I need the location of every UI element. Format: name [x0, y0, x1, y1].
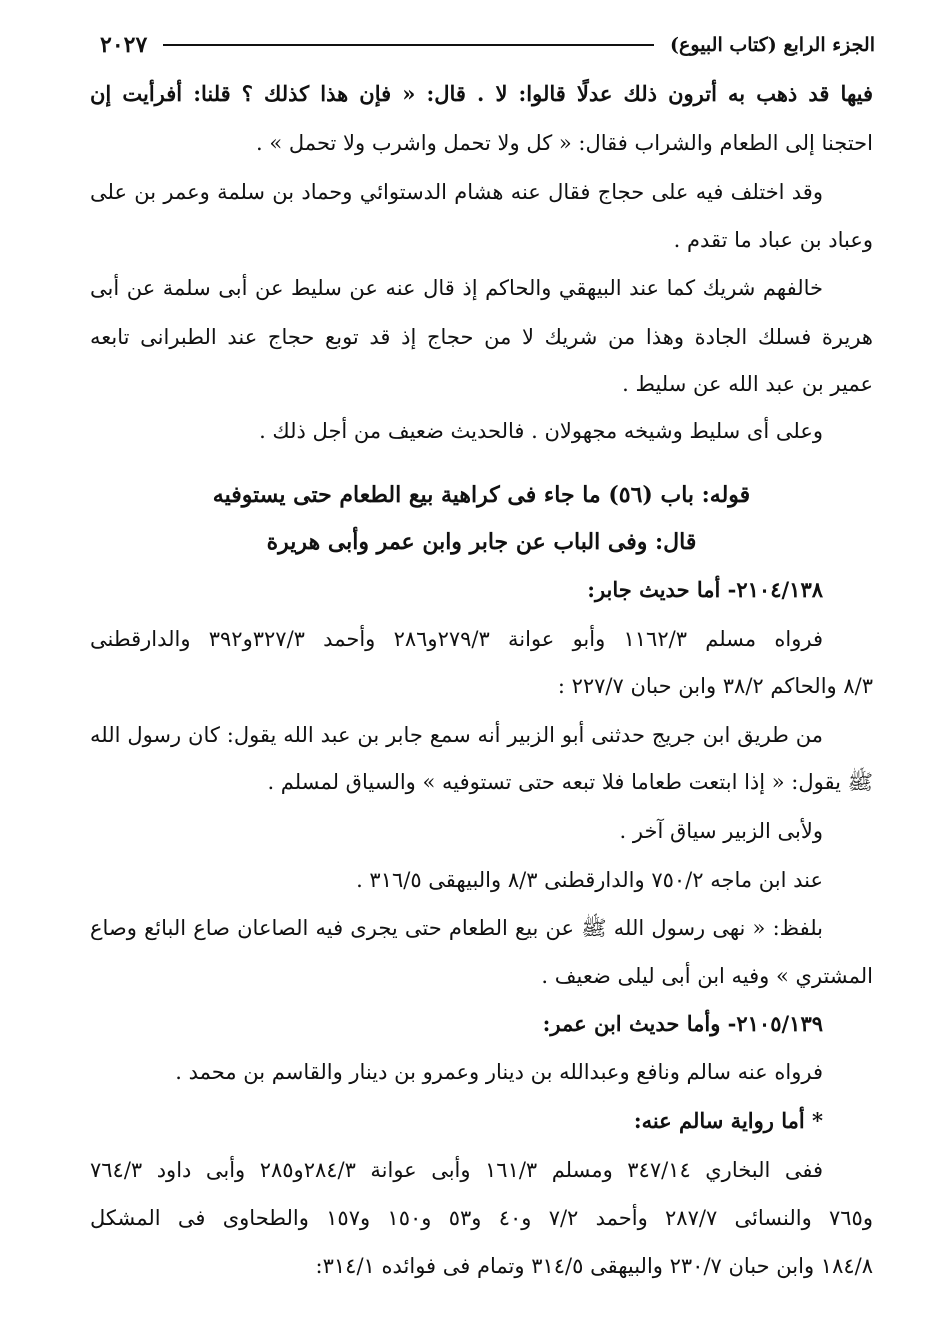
text-line: من طريق ابن جريج حدثنى أبو الزبير أنه سمع جابر بن عبد الله يقول: كان رسول الله [90, 723, 823, 747]
text-line: عمير بن عبد الله عن سليط . [622, 372, 873, 396]
text-line: احتجنا إلى الطعام والشراب فقال: « كل ولا تحمل واشرب ولا تحمل » . [256, 131, 873, 155]
running-title: الجزء الرابع (كتاب البيوع) [670, 34, 875, 56]
hadith-heading: ٢١٠٥/١٣٩- وأما حديث ابن عمر: [542, 1011, 823, 1036]
header-rule [163, 44, 654, 46]
chapter-subheading: قال: وفى الباب عن جابر وابن عمر وأبى هريرة [266, 529, 697, 555]
text-line: و٧٦٥ والنسائى ٢٨٧/٧ وأحمد ٧/٢ و٤٠ و٥٣ و١٥٠ و١٥٧ والطحاوى فى المشكل [90, 1206, 873, 1230]
text-line: ولأبى الزبير سياق آخر . [619, 819, 823, 843]
text-line: فيها قد ذهب به أترون ذلك عدلًا قالوا: لا . قال: « فإن هذا كذلك ؟ قلنا: أفرأيت إن [90, 81, 873, 106]
text-line: المشتري » وفيه ابن أبى ليلى ضعيف . [541, 964, 873, 988]
hadith-heading: ٢١٠٤/١٣٨- أما حديث جابر: [587, 577, 823, 602]
subsection-heading: * أما رواية سالم عنه: [633, 1108, 823, 1133]
text-line: عند ابن ماجه ٧٥٠/٢ والدارقطنى ٨/٣ والبيهقى ٣١٦/٥ . [356, 868, 823, 892]
text-line: ففى البخاري ٣٤٧/١٤ ومسلم ١٦١/٣ وأبى عوانة ٢٨٤/٣و٢٨٥ وأبى داود ٧٦٤/٣ [90, 1158, 824, 1182]
text-line: ٨/٣ والحاكم ٣٨/٢ وابن حبان ٢٢٧/٧ : [557, 674, 873, 698]
chapter-heading: قوله: باب (٥٦) ما جاء فى كراهية بيع الطعام حتى يستوفيه [212, 482, 751, 508]
text-line: خالفهم شريك كما عند البيهقي والحاكم إذ قال عنه عن سليط عن أبى سلمة عن أبى [90, 276, 823, 300]
text-line: ١٨٤/٨ وابن حبان ٢٣٠/٧ والبيهقى ٣١٤/٥ وتمام فى فوائده ٣١٤/١: [315, 1254, 873, 1278]
text-line: بلفظ: « نهى رسول الله ﷺ عن بيع الطعام حتى يجرى فيه الصاعان صاع البائع وصاع [90, 916, 823, 940]
text-line: هريرة فسلك الجادة وهذا من شريك لا من حجاج إذ قد توبع حجاج عند الطبرانى تابعه [90, 325, 873, 349]
text-line: ﷺ يقول: « إذا ابتعت طعاما فلا تبعه حتى تستوفيه » والسياق لمسلم . [267, 770, 873, 794]
text-line: فرواه عنه سالم ونافع وعبدالله بن دينار وعمرو بن دينار والقاسم بن محمد . [175, 1060, 823, 1084]
text-line: وعباد بن عباد ما تقدم . [673, 228, 873, 252]
text-line: وقد اختلف فيه على حجاج فقال عنه هشام الدستوائي وحماد بن سلمة وعمر بن على [90, 180, 823, 204]
page-number: ٢٠٢٧ [100, 32, 148, 58]
text-line: وعلى أى سليط وشيخه مجهولان . فالحديث ضعيف من أجل ذلك . [259, 419, 823, 443]
page-header [100, 28, 875, 62]
text-line: فرواه مسلم ١١٦٢/٣ وأبو عوانة ٢٧٩/٣و٢٨٦ وأحمد ٣٢٧/٣و٣٩٢ والدارقطنى [90, 627, 823, 651]
